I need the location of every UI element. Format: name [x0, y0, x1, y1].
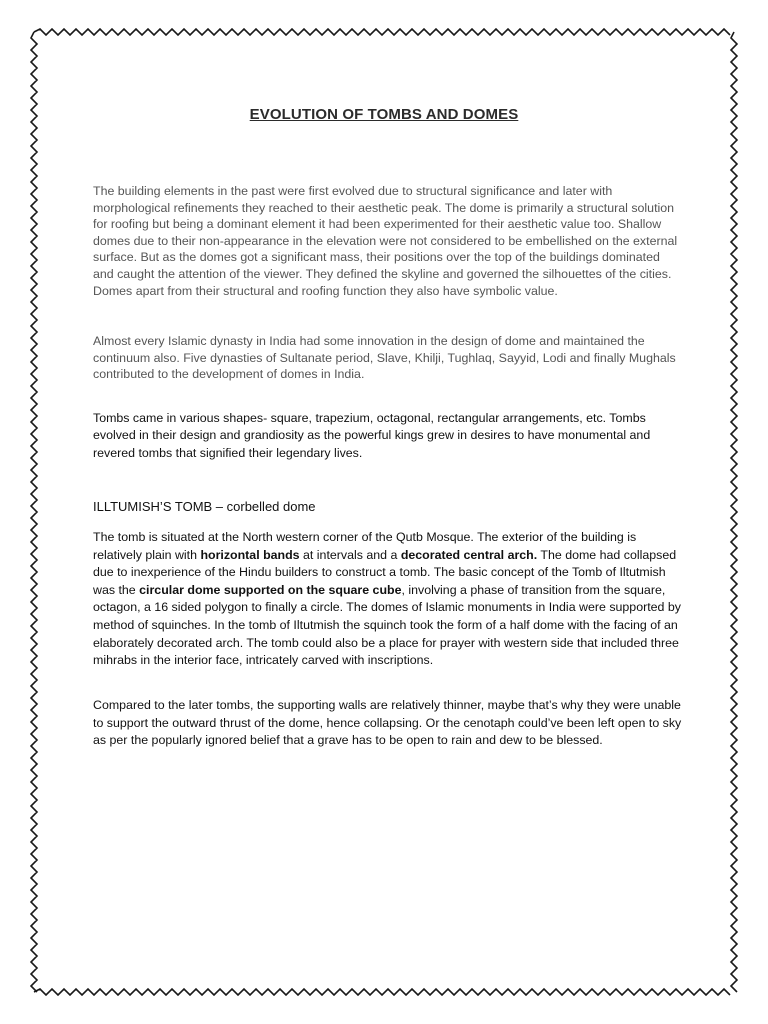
paragraph-illtumish-tomb [93, 529, 683, 670]
border-zigzag-edge [731, 32, 737, 992]
paragraph-intro: The building elements in the past were first evolved due to structural significance and later with morphological refinements they reached to their aesthetic peak. The dome is primarily a structural solution for roofing but being a dominant element it had been experimented for their aesthetic value too. Shallow domes due to their non-appearance in the elevation were not considered to be embellished on the external surface. But as the domes got a significant mass, their positions over the top of the buildings dominated and caught the attention of the viewer. They defined the skyline and governed the silhouettes of the cities. Domes apart from their structural and roofing function they also have symbolic value. [93, 184, 678, 298]
paragraph-supporting-walls: Compared to the later tombs, the supporting walls are relatively thinner, maybe that’s why they were unable to support the outward thrust of the dome, hence collapsing. Or the cenotaph could’ve been left open to sky as per the popularly ignored belief that a grave has to be open to rain and dew to be blessed. [93, 698, 682, 748]
paragraph-tomb-shapes: Tombs came in various shapes- square, trapezium, octagonal, rectangular arrangements, etc. Tombs evolved in their design and grandiosity as the powerful kings grew in desires to have monumental and revered tombs that signified their legendary lives. [93, 411, 651, 460]
text-run: The dome had collapsed due to inexperience of the Hindu builders to construct a tomb. The basic concept of the Tomb of Iltutmish was the [93, 547, 677, 597]
border-zigzag-edge [34, 989, 730, 995]
border-zigzag-edge [34, 29, 730, 35]
text-run: , involving a phase of transition from the square, octagon, a 16 sided polygon to finally a circle. The domes of Islamic monuments in India were supported by method of squinches. In the tomb of Iltutmish the squinch took the form of a half dome with the facing of an elaborately decorated arch. The tomb could also be a place for prayer with western side that included three mihrabs in the interior face, intricately carved with inscriptions. [93, 582, 681, 668]
section-heading: ILLTUMISH’S TOMB – corbelled dome [93, 499, 316, 514]
bold-text: horizontal bands [200, 547, 300, 562]
bold-text: circular dome supported on the square cube [139, 582, 402, 597]
border-zigzag-edge [31, 32, 37, 992]
bold-text: decorated central arch. [400, 547, 538, 562]
paragraph-dynasties: Almost every Islamic dynasty in India had some innovation in the design of dome and maintained the continuum also. Five dynasties of Sultanate period, Slave, Khilji, Tughlaq, Sayyid, Lodi and finally Mughals contributed to the development of domes in India. [93, 334, 676, 382]
text-run: at intervals and a [299, 547, 401, 562]
text-run: The tomb is situated at the North western corner of the Qutb Mosque. The exterior of the building is relatively plain with [93, 530, 637, 562]
document-title: EVOLUTION OF TOMBS AND DOMES [249, 106, 519, 123]
